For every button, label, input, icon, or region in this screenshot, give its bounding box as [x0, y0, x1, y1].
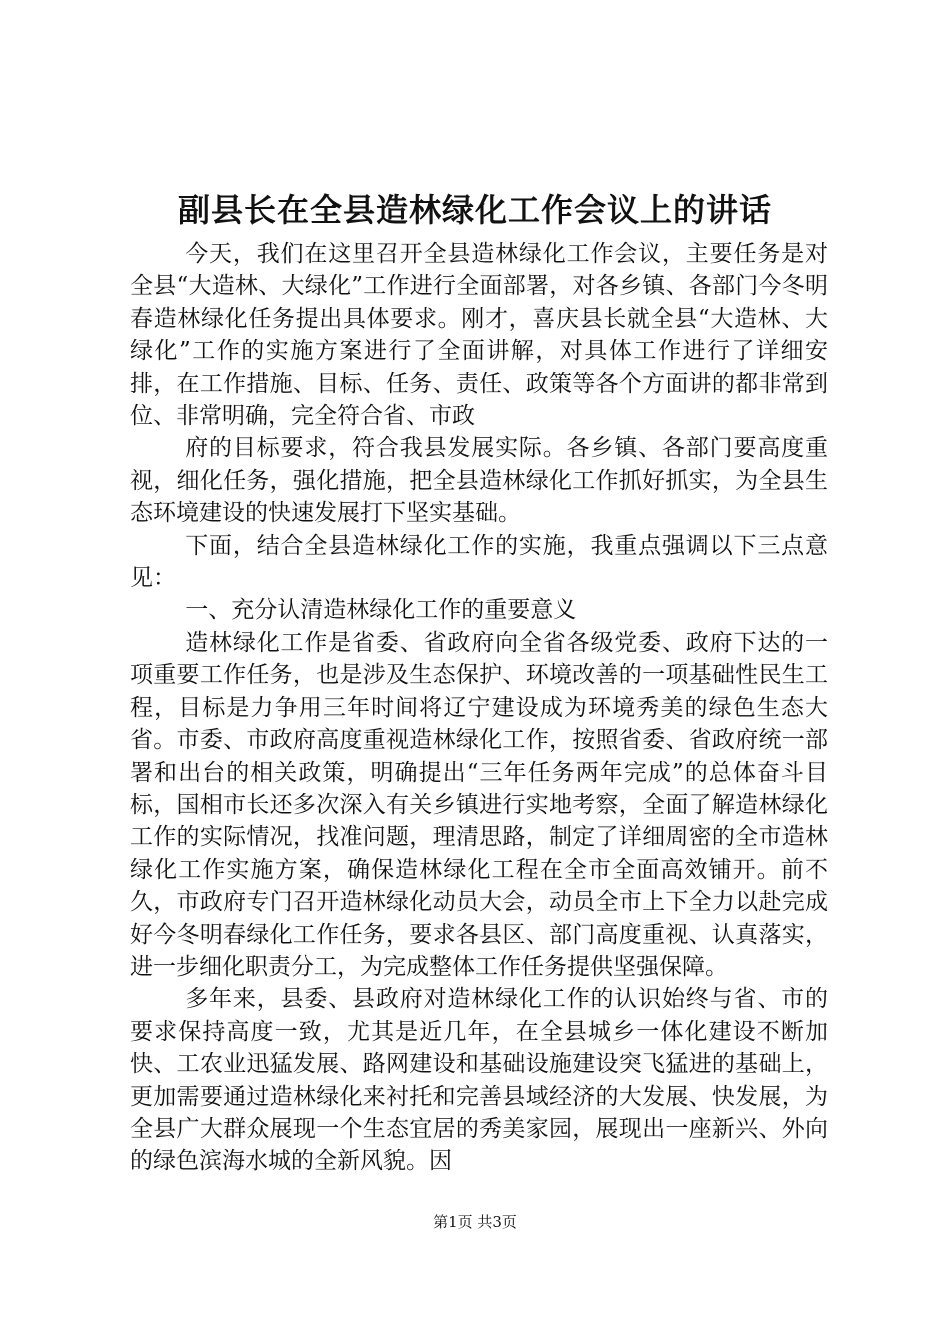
section-heading-1: 一、充分认清造林绿化工作的重要意义	[185, 597, 577, 624]
paragraph-intro-points: 下面，结合全县造林绿化工作的实施，我重点强调以下三点意见：	[130, 532, 828, 592]
document-body	[130, 238, 828, 1178]
paragraph-continuation: 府的目标要求，符合我县发展实际。各乡镇、各部门要高度重视，细化任务，强化措施，把全县造林绿化工作抓好抓实，为全县生态环境建设的快速发展打下坚实基础。	[130, 435, 828, 527]
paragraph-significance: 造林绿化工作是省委、省政府向全省各级党委、政府下达的一项重要工作任务，也是涉及生态保护、环境改善的一项基础性民生工程，目标是力争用三年时间将辽宁建设成为环境秀美的绿色生态大省。市委、市政府高度重视造林绿化工作，按照省委、省政府统一部署和出台的相关政策，明确提出“三年任务两年完成”的总体奋斗目标，国相市长还多次深入有关乡镇进行实地考察，全面了解造林绿化工作的实际情况，找准问题，理清思路，制定了详细周密的全市造林绿化工作实施方案，确保造林绿化工程在全市全面高效铺开。前不久，市政府专门召开造林绿化动员大会，动员全市上下全力以赴完成好今冬明春绿化工作任务，要求各县区、部门高度重视、认真落实，进一步细化职责分工，为完成整体工作任务提供坚强保障。	[130, 629, 828, 980]
paragraph-county-efforts: 多年来，县委、县政府对造林绿化工作的认识始终与省、市的要求保持高度一致，尤其是近几年，在全县城乡一体化建设不断加快、工农业迅猛发展、路网建设和基础设施建设突飞猛进的基础上，更加需要通过造林绿化来衬托和完善县域经济的大发展、快发展，为全县广大群众展现一个生态宜居的秀美家园，展现出一座新兴、外向的绿色滨海水城的全新风貌。因	[130, 986, 828, 1175]
paragraph-opening: 今天，我们在这里召开全县造林绿化工作会议，主要任务是对全县“大造林、大绿化”工作进行全面部署，对各乡镇、各部门今冬明春造林绿化任务提出具体要求。刚才，喜庆县长就全县“大造林、大绿化”工作的实施方案进行了全面讲解，对具体工作进行了详细安排，在工作措施、目标、任务、责任、政策等各个方面讲的都非常到位、非常明确，完全符合省、市政	[130, 241, 828, 430]
document-title: 副县长在全县造林绿化工作会议上的讲话	[177, 191, 772, 229]
page-number: 第1页 共3页	[433, 1213, 517, 1231]
